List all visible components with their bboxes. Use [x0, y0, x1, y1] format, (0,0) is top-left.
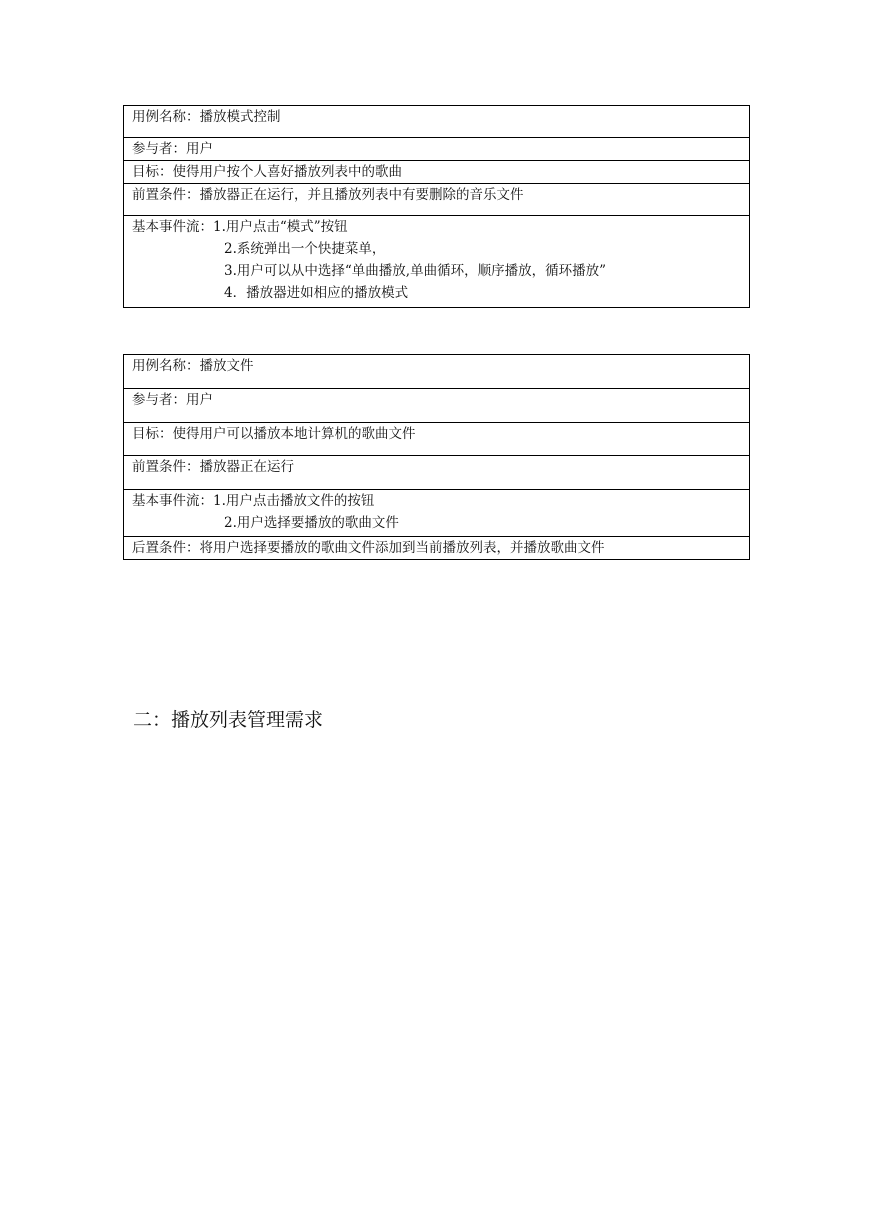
use-case-name-row: [124, 355, 750, 389]
use-case-table-play-mode: [123, 105, 750, 308]
use-case-name: 用例名称：播放文件: [124, 355, 750, 389]
basic-flow-label: 基本事件流：: [132, 219, 213, 235]
flow-step: 2.系统弹出一个快捷菜单，: [224, 241, 386, 257]
postcondition-row: [124, 537, 750, 560]
postcondition: 后置条件：将用户选择要播放的歌曲文件添加到当前播放列表，并播放歌曲文件: [124, 537, 750, 560]
basic-flow-first-line: [132, 490, 741, 512]
basic-flow-row: [124, 490, 750, 537]
goal: 目标：使得用户按个人喜好播放列表中的歌曲: [124, 161, 750, 184]
flow-step: 3.用户可以从中选择“单曲播放,单曲循环，顺序播放，循环播放”: [224, 263, 606, 279]
basic-flow: [124, 216, 750, 308]
precondition-row: [124, 184, 750, 216]
flow-step: 4．播放器进如相应的播放模式: [224, 285, 409, 301]
flow-step: 2.用户选择要播放的歌曲文件: [224, 515, 399, 531]
precondition: 前置条件：播放器正在运行: [124, 456, 750, 490]
basic-flow-row: [124, 216, 750, 308]
basic-flow: [124, 490, 750, 537]
basic-flow-label: 基本事件流：: [132, 493, 213, 509]
precondition-row: [124, 456, 750, 490]
actor: 参与者：用户: [124, 389, 750, 423]
precondition: 前置条件：播放器正在运行，并且播放列表中有要删除的音乐文件: [124, 184, 750, 216]
actor: 参与者：用户: [124, 138, 750, 161]
flow-step: 1.用户点击播放文件的按钮: [213, 493, 375, 509]
goal-row: [124, 423, 750, 456]
use-case-table-play-file: [123, 354, 750, 560]
flow-step: 1.用户点击“模式”按钮: [213, 219, 348, 235]
section-heading: 二：播放列表管理需求: [133, 709, 324, 731]
goal: 目标：使得用户可以播放本地计算机的歌曲文件: [124, 423, 750, 456]
goal-row: [124, 161, 750, 184]
use-case-name-row: [124, 106, 750, 138]
actor-row: [124, 389, 750, 423]
use-case-name: 用例名称：播放模式控制: [124, 106, 750, 138]
actor-row: [124, 138, 750, 161]
basic-flow-first-line: [132, 216, 741, 238]
